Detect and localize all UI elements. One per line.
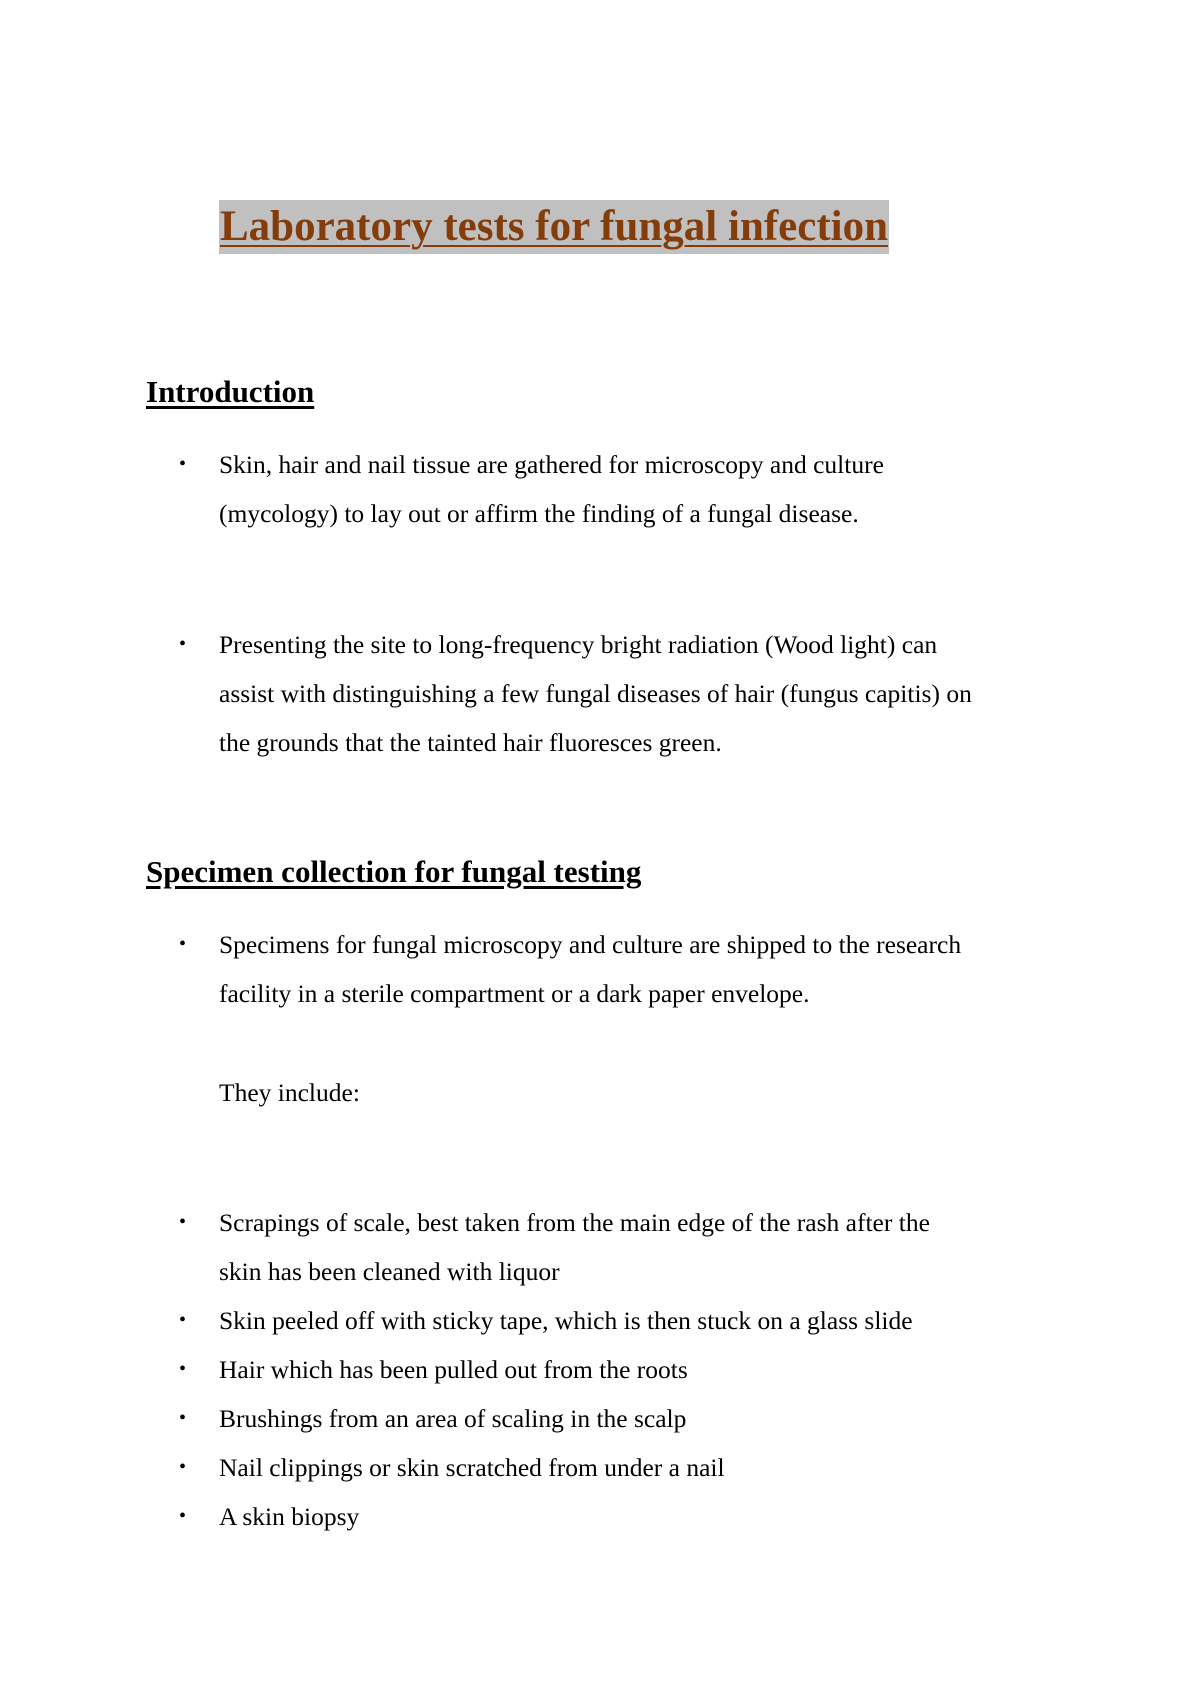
bullet-icon: • <box>179 1358 187 1380</box>
list-item <box>179 620 1079 767</box>
list-item <box>179 1492 1079 1541</box>
list-item-text: Nail clippings or skin scratched from under a nail <box>219 1453 725 1482</box>
list-item-text: A skin biopsy <box>219 1502 360 1531</box>
page-title: Laboratory tests for fungal infection <box>219 200 889 254</box>
list-item <box>179 440 1079 538</box>
list-item <box>179 1198 1079 1296</box>
bullet-icon: • <box>179 1407 187 1429</box>
list-item-text: Presenting the site to long-frequency bright radiation (Wood light) can assist with distinguishing a few fungal diseases of hair (fungus capitis) on the grounds that the tainted hair fluoresces green. <box>219 630 972 757</box>
list-item-text: Scrapings of scale, best taken from the main edge of the rash after the skin has been cleaned with liquor <box>219 1208 930 1286</box>
bullet-icon: • <box>179 633 187 655</box>
bullet-icon: • <box>179 453 187 475</box>
title-block <box>219 200 889 254</box>
they-include-text: They include: <box>219 1078 360 1107</box>
bullet-icon: • <box>179 1456 187 1478</box>
list-item-text: Brushings from an area of scaling in the scalp <box>219 1404 687 1433</box>
list-item <box>179 1443 1079 1492</box>
section-heading-specimen-collection: Specimen collection for fungal testing <box>146 854 642 889</box>
list-item-text: Specimens for fungal microscopy and culture are shipped to the research facility in a sterile compartment or a dark paper envelope. <box>219 930 962 1008</box>
bullet-icon: • <box>179 1309 187 1331</box>
list-item <box>179 1296 1079 1345</box>
list-item-text: Skin peeled off with sticky tape, which is then stuck on a glass slide <box>219 1306 913 1335</box>
list-item <box>179 1394 1079 1443</box>
section-heading-introduction: Introduction <box>146 374 315 409</box>
list-item-text: Skin, hair and nail tissue are gathered for microscopy and culture (mycology) to lay out or affirm the finding of a fungal disease. <box>219 450 884 528</box>
list-item-text: Hair which has been pulled out from the roots <box>219 1355 688 1384</box>
bullet-icon: • <box>179 933 187 955</box>
list-item <box>179 920 1079 1018</box>
list-item <box>179 1345 1079 1394</box>
bullet-icon: • <box>179 1505 187 1527</box>
bullet-icon: • <box>179 1211 187 1233</box>
